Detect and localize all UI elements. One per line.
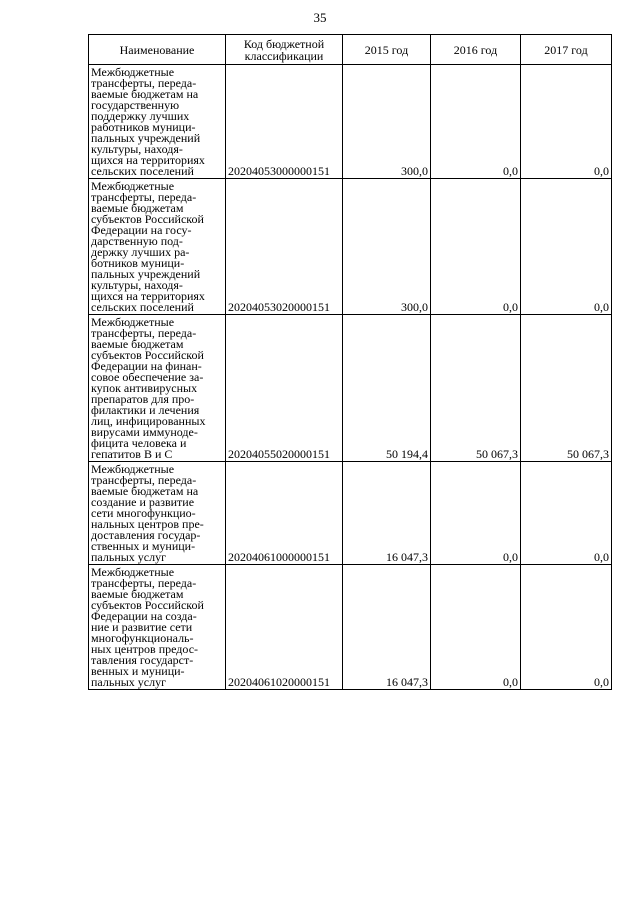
header-2017: 2017 год [521, 35, 612, 65]
row-code: 20204061000000151 [226, 462, 343, 565]
table-header-row [89, 35, 612, 65]
table-row [89, 565, 612, 690]
table-row [89, 65, 612, 179]
row-name: Межбюджетные трансферты, переда- ваемые бюджетам субъектов Российской Федерации на созда- ние и развитие сети многофункциональ- ных центров предос- тавления государст- венных и муници- пальных услуг [89, 565, 226, 690]
row-value-2016: 0,0 [431, 65, 521, 179]
row-value-2015: 300,0 [343, 65, 431, 179]
page-number: 35 [313, 10, 327, 25]
row-value-2017: 0,0 [521, 179, 612, 315]
budget-table [88, 34, 612, 690]
table-row [89, 179, 612, 315]
row-value-2015: 300,0 [343, 179, 431, 315]
row-value-2016: 0,0 [431, 565, 521, 690]
row-value-2017: 0,0 [521, 462, 612, 565]
row-name: Межбюджетные трансферты, переда- ваемые бюджетам на создание и развитие сети многофункцио- нальных центров пре- доставления государ- ственных и муници- пальных услуг [89, 462, 226, 565]
header-code: Код бюджетной классификации [226, 35, 343, 65]
row-name: Межбюджетные трансферты, переда- ваемые бюджетам на государственную поддержку лучших работников муници- пальных учреждений культуры, находя- щихся на территориях сельских поселений [89, 65, 226, 179]
table-row [89, 315, 612, 462]
row-value-2015: 16 047,3 [343, 565, 431, 690]
row-value-2016: 0,0 [431, 179, 521, 315]
row-value-2015: 16 047,3 [343, 462, 431, 565]
row-code: 20204053020000151 [226, 179, 343, 315]
table-row [89, 462, 612, 565]
row-value-2017: 0,0 [521, 565, 612, 690]
row-code: 20204053000000151 [226, 65, 343, 179]
header-2015: 2015 год [343, 35, 431, 65]
row-name: Межбюджетные трансферты, переда- ваемые бюджетам субъектов Российской Федерации на финан- совое обеспечение за- купок антивирусных препаратов для про- филактики и лечения лиц, инфицированных вирусами иммуноде- фицита человека и гепатитов B и C [89, 315, 226, 462]
row-code: 20204055020000151 [226, 315, 343, 462]
row-name: Межбюджетные трансферты, переда- ваемые бюджетам субъектов Российской Федерации на госу- дарственную под- держку лучших ра- ботников муници- пальных учреждений культуры, находя- щихся на территориях сельских поселений [89, 179, 226, 315]
row-value-2017: 50 067,3 [521, 315, 612, 462]
row-value-2016: 50 067,3 [431, 315, 521, 462]
row-code: 20204061020000151 [226, 565, 343, 690]
row-value-2016: 0,0 [431, 462, 521, 565]
header-2016: 2016 год [431, 35, 521, 65]
row-value-2015: 50 194,4 [343, 315, 431, 462]
row-value-2017: 0,0 [521, 65, 612, 179]
header-name: Наименование [89, 35, 226, 65]
